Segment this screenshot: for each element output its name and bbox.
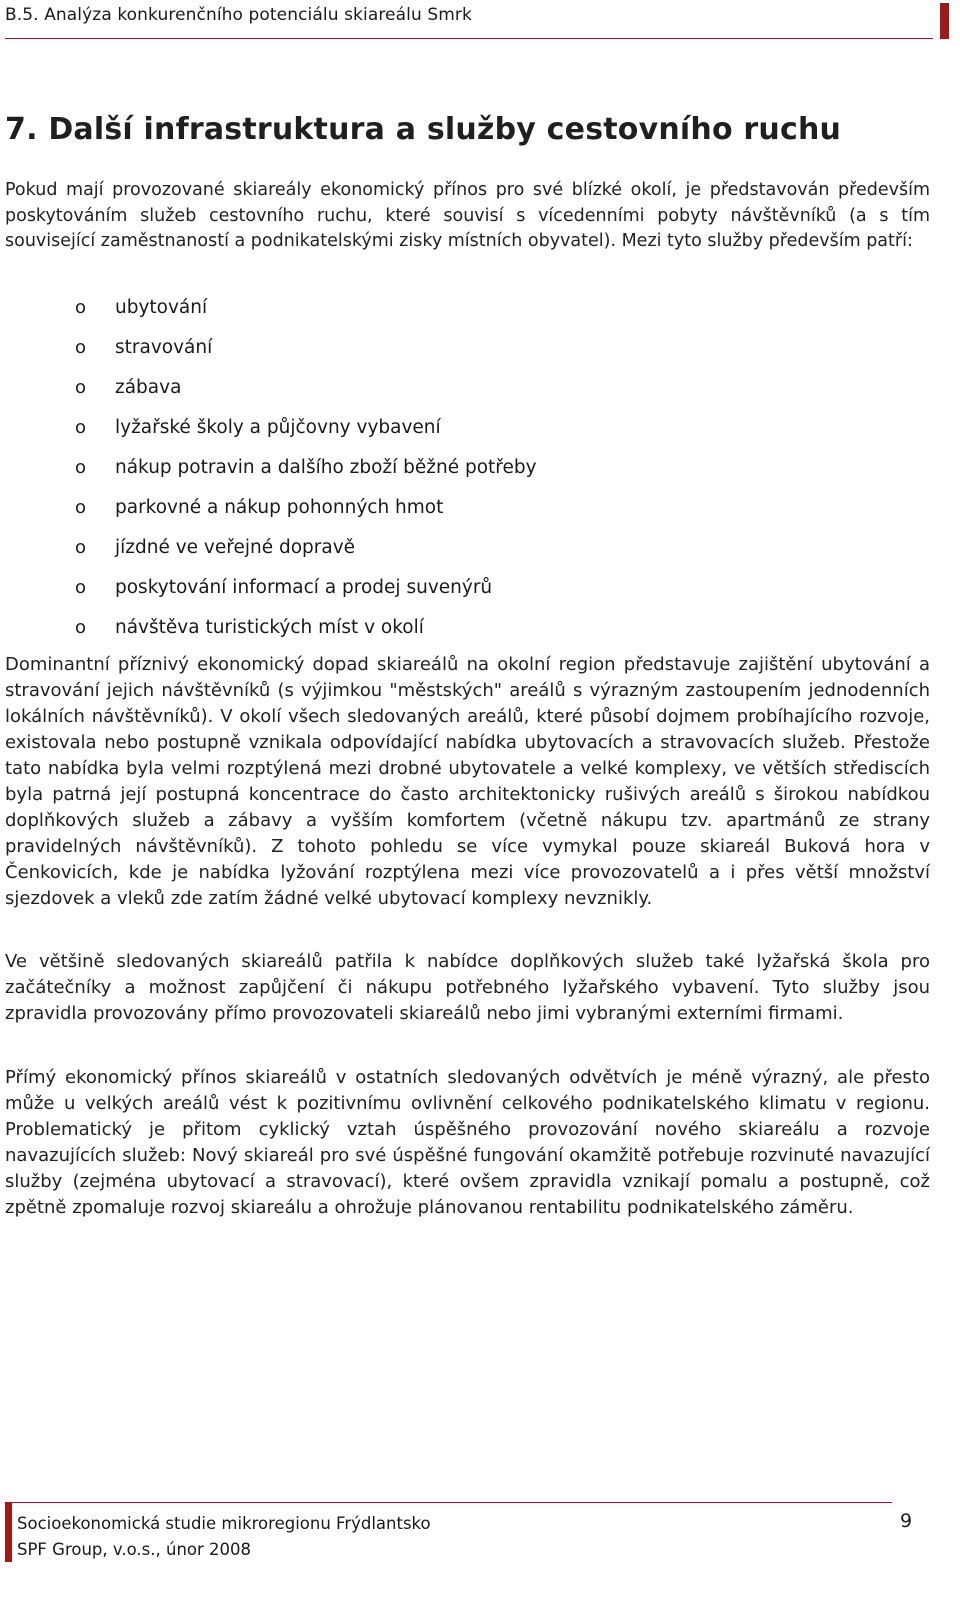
list-item <box>75 408 537 448</box>
header-accent-bar <box>940 3 949 39</box>
bullet-marker: o <box>75 377 87 398</box>
list-item-text: zábava <box>115 377 182 398</box>
bullet-marker: o <box>75 337 87 358</box>
list-item-text: stravování <box>115 337 213 358</box>
body-paragraph-accommodation: Dominantní příznivý ekonomický dopad skiareálů na okolní region představuje zajištění ubytování a stravování jejich návštěvníků (s výjimkou "městských" areálů s výrazným zastoupením jednodenních lokálních návštěvníků). V okolí všech sledovaných areálů, které působí dojmem probíhajícího rozvoje, existovala nebo postupně vznikala odpovídající nabídka ubytovacích a stravovacích služeb. Přestože tato nabídka byla velmi rozptýlená mezi drobné ubytovatele a velké komplexy, ve větších střediscích byla patrná její postupná koncentrace do často architektonicky rušivých areálů s širokou nabídkou doplňkových služeb a zábavy a vyšším komfortem (včetně nákupu tzv. apartmánů ze strany pravidelných návštěvníků). Z tohoto pohledu se více vymykal pouze skiareál Buková hora v Čenkovicích, kde je nabídka lyžování rozptýlena mezi více provozovatelů a i přes větší množství sjezdovek a vleků zde zatím žádné velké ubytovací komplexy nevznikly. <box>5 654 930 909</box>
running-header: B.5. Analýza konkurenčního potenciálu skiareálu Smrk <box>5 5 472 25</box>
bullet-marker: o <box>75 537 87 558</box>
intro-paragraph: Pokud mají provozované skiareály ekonomický přínos pro své blízké okolí, je představován především poskytováním služeb cestovního ruchu, které souvisí s vícedenními pobyty návštěvníků (a s tím související zaměstnaností a podnikatelskými zisky místních obyvatel). Mezi tyto služby především patří: <box>5 180 930 251</box>
list-item <box>75 448 537 488</box>
list-item <box>75 608 537 648</box>
list-item <box>75 328 537 368</box>
section-heading: 7. Další infrastruktura a služby cestovního ruchu <box>5 112 842 147</box>
page-number: 9 <box>900 1510 913 1532</box>
bullet-marker: o <box>75 497 87 518</box>
body-paragraph-ski-school: Ve většině sledovaných skiareálů patřila k nabídce doplňkových služeb také lyžařská škola pro začátečníky a možnost zapůjčení či nákupu potřebného lyžařského vybavení. Tyto služby jsou zpravidla provozovány přímo provozovateli skiareálů nebo jimi vybranými externími firmami. <box>5 951 930 1024</box>
list-item-text: jízdné ve veřejné dopravě <box>115 537 356 558</box>
services-list <box>75 288 537 648</box>
footer-accent-bar <box>5 1502 12 1562</box>
list-item <box>75 368 537 408</box>
footer-study-title: Socioekonomická studie mikroregionu Frýdlantsko <box>17 1514 431 1533</box>
footer-divider <box>12 1502 892 1503</box>
list-item <box>75 488 537 528</box>
header-divider <box>5 38 933 39</box>
bullet-marker: o <box>75 577 87 598</box>
bullet-marker: o <box>75 297 87 318</box>
list-item-text: lyžařské školy a půjčovny vybavení <box>115 417 441 438</box>
list-item-text: ubytování <box>115 297 208 318</box>
list-item <box>75 528 537 568</box>
bullet-marker: o <box>75 457 87 478</box>
body-paragraph-economic-benefit: Přímý ekonomický přínos skiareálů v ostatních sledovaných odvětvích je méně výrazný, ale přesto může u velkých areálů vést k pozitivnímu ovlivnění celkového podnikatelského klimatu v regionu. Problematický je přitom cyklický vztah úspěšného provozování nového skiareálu a rozvoje navazujících služeb: Nový skiareál pro své úspěšné fungování okamžitě potřebuje rozvinuté navazující služby (zejména ubytovací a stravovací), které ovšem zpravidla vznikají pomalu a postupně, což zpětně zpomaluje rozvoj skiareálu a ohrožuje plánovanou rentabilitu podnikatelského záměru. <box>5 1067 930 1218</box>
bullet-marker: o <box>75 417 87 438</box>
footer-publisher: SPF Group, v.o.s., únor 2008 <box>17 1540 252 1559</box>
list-item-text: návštěva turistických míst v okolí <box>115 617 424 638</box>
list-item <box>75 288 537 328</box>
list-item-text: poskytování informací a prodej suvenýrů <box>115 577 493 598</box>
list-item-text: nákup potravin a dalšího zboží běžné potřeby <box>115 457 537 478</box>
list-item-text: parkovné a nákup pohonných hmot <box>115 497 444 518</box>
list-item <box>75 568 537 608</box>
bullet-marker: o <box>75 617 87 638</box>
